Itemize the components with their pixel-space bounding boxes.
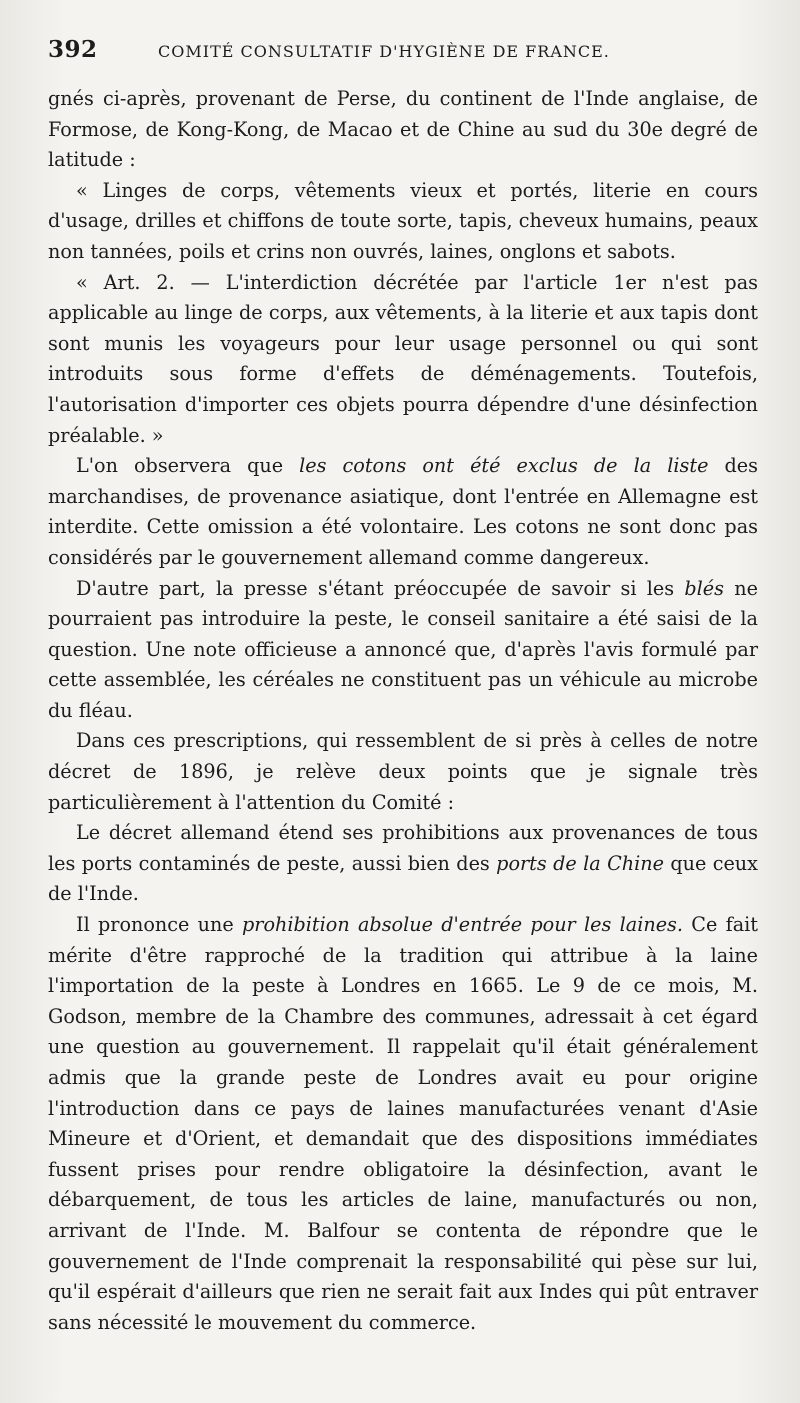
text-segment: Il prononce une [76,913,243,937]
text-segment: ne pourraient pas introduire la peste, le conseil sanitaire a été saisi de la question. Une note officieuse a annoncé que, d'après l'avis formulé par cette assemblée, les céréales ne constituent pas un véhicule au microbe du fléau. [48,576,758,722]
text-segment: Le décret allemand étend ses prohibitions aux provenances de tous les ports contaminés de peste, aussi bien des [48,821,758,875]
text-segment: Ce fait mérite d'être rapproché de la tradition qui attribue à la laine l'importation de la peste à Londres en 1665. Le 9 de ce mois, M. Godson, membre de la Chambre des communes, adressait à cet égard une question au gouvernement. Il rappelait qu'il était généralement admis que la grande peste de Londres avait eu pour origine l'introduction dans ce pays de laines manufacturées venant d'Asie Mineure et d'Orient, et demandait que des dispositions immédiates fussent prises pour rendre obligatoire la désinfection, avant le débarquement, de tous les articles de laine, manufacturés ou non, arrivant de l'Inde. M. Balfour se contenta de répondre que le gouvernement de l'Inde comprenait la responsabilité qui pèse sur lui, qu'il espérait d'ailleurs que rien ne serait fait aux Indes qui pût entraver sans nécessité le mouvement du commerce. [48,913,759,1334]
italic-text: blés [684,576,725,600]
italic-text: les cotons ont été exclus de la liste [299,454,709,478]
text-segment: « Linges de corps, vêtements vieux et portés, literie en cours d'usage, drilles et chiffons de toute sorte, tapis, cheveux humains, peaux non tannées, poils et crins non ouvrés, laines, onglons et sabots. [48,178,758,263]
paragraph [48,268,758,452]
page-number: 392 [48,36,98,63]
text-segment: « Art. 2. — L'interdiction décrétée par l'article 1er n'est pas applicable au linge de corps, aux vêtements, à la literie et aux tapis dont sont munis les voyageurs pour leur usage personnel ou qui sont introduits sous forme d'effets de déménagements. Toutefois, l'autorisation d'importer ces objets pourra dépendre d'une désinfection préalable. » [48,270,758,447]
text-segment: Dans ces prescriptions, qui ressemblent de si près à celles de notre décret de 1896, je relève deux points que je signale très particulièrement à l'attention du Comité : [48,729,758,814]
body-text [48,84,758,1338]
text-segment: des marchandises, de provenance asiatique, dont l'entrée en Allemagne est interdite. Cette omission a été volontaire. Les cotons ne sont donc pas considérés par le gouvernement allemand comme dangereux. [48,454,758,569]
text-segment: que ceux de l'Inde. [48,851,758,906]
italic-text: prohibition absolue d'entrée pour les laines. [242,913,684,937]
paragraph [48,176,758,268]
text-segment: gnés ci-après, provenant de Perse, du continent de l'Inde anglaise, de Formose, de Kong-Kong, de Macao et de Chine au sud du 30e degré de latitude : [48,87,758,172]
page-header [48,36,758,80]
running-title: COMITÉ CONSULTATIF D'HYGIÈNE DE FRANCE. [158,42,610,61]
paragraph [48,818,758,910]
paragraph [48,910,758,1338]
paragraph [48,726,758,818]
text-segment: L'on observera que [76,454,300,478]
text-segment: D'autre part, la presse s'étant préoccupée de savoir si les [76,576,685,600]
paragraph [48,451,758,573]
paragraph [48,574,758,727]
italic-text: ports de la Chine [496,851,664,875]
paragraph [48,84,758,176]
